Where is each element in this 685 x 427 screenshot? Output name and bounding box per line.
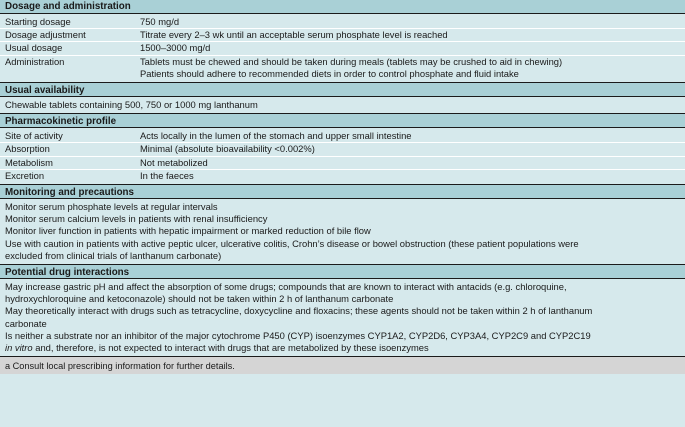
monitoring-line: Monitor serum calcium levels in patients with renal insufficiency bbox=[5, 213, 268, 225]
row-value: In the faeces bbox=[140, 169, 194, 181]
section-header-pharmacokinetic: Pharmacokinetic profile bbox=[0, 113, 685, 128]
interaction-line: hydroxychloroquine and ketoconazole) should not be taken within 2 h of lanthanum carbonate bbox=[5, 293, 394, 305]
row-label: Site of activity bbox=[5, 130, 63, 142]
interaction-line: May increase gastric pH and affect the absorption of some drugs; compounds that are known to interact with antacids (e.g. chloroquine, bbox=[5, 281, 567, 293]
monitoring-line: Monitor liver function in patients with hepatic impairment or marked reduction of bile flow bbox=[5, 225, 371, 237]
table-row bbox=[0, 157, 685, 170]
interaction-line: carbonate bbox=[5, 317, 47, 329]
table-row bbox=[0, 42, 685, 55]
row-label: Excretion bbox=[5, 169, 45, 181]
interaction-line bbox=[0, 342, 685, 354]
row-value: Minimal (absolute bioavailability <0.002%) bbox=[140, 143, 315, 155]
monitoring-line: Use with caution in patients with active peptic ulcer, ulcerative colitis, Crohn’s disease or bowel obstruction (these patient populations were bbox=[5, 237, 579, 249]
table-row bbox=[0, 130, 685, 143]
section-body-availability bbox=[0, 97, 685, 113]
monitoring-line: Monitor serum phosphate levels at regular intervals bbox=[5, 201, 218, 213]
section-header-availability: Usual availability bbox=[0, 82, 685, 97]
section-header-monitoring: Monitoring and precautions bbox=[0, 184, 685, 199]
interaction-line: May theoretically interact with drugs such as tetracycline, doxycycline and floxacins; these agents should not be taken within 2 h of lanthanum bbox=[5, 305, 593, 317]
section-body-dosage bbox=[0, 14, 685, 82]
row-value: Titrate every 2–3 wk until an acceptable serum phosphate level is reached bbox=[140, 29, 448, 41]
row-value-line: Patients should adhere to recommended diets in order to control phosphate and fluid intake bbox=[140, 67, 519, 79]
row-value: Not metabolized bbox=[140, 156, 208, 168]
section-body-pharmacokinetic bbox=[0, 128, 685, 184]
row-value: Acts locally in the lumen of the stomach and upper small intestine bbox=[140, 130, 412, 142]
row-value: 1500–3000 mg/d bbox=[140, 42, 211, 54]
row-label: Metabolism bbox=[5, 156, 53, 168]
row-label: Absorption bbox=[5, 143, 50, 155]
row-value bbox=[140, 56, 680, 80]
row-value-line: Tablets must be chewed and should be taken during meals (tablets may be crushed to aid in chewing) bbox=[140, 55, 563, 67]
row-value: 750 mg/d bbox=[140, 16, 180, 27]
row-label: Starting dosage bbox=[5, 16, 71, 27]
table-row bbox=[0, 56, 685, 80]
section-header-interactions: Potential drug interactions bbox=[0, 264, 685, 279]
interaction-line: Is neither a substrate nor an inhibitor of the major cytochrome P450 (CYP) isoenzymes CYP1A2, CYP2D6, CYP3A4, CYP2C9 and CYP2C19 bbox=[5, 329, 591, 341]
italic-term: in vitro bbox=[5, 342, 33, 354]
interaction-line-rest: and, therefore, is not expected to interact with drugs that are metabolized by these isoenzymes bbox=[32, 342, 429, 354]
table-row bbox=[0, 143, 685, 156]
table-row bbox=[0, 16, 685, 29]
section-body-interactions bbox=[0, 279, 685, 356]
section-body-monitoring bbox=[0, 199, 685, 264]
monitoring-line: excluded from clinical trials of lanthanum carbonate) bbox=[5, 249, 222, 261]
row-label: Usual dosage bbox=[5, 42, 63, 54]
footnote: a Consult local prescribing information for further details. bbox=[0, 356, 685, 374]
section-header-dosage: Dosage and administration bbox=[0, 0, 685, 14]
table-row bbox=[0, 170, 685, 182]
table-row bbox=[0, 29, 685, 42]
row-label: Administration bbox=[5, 55, 65, 67]
availability-text: Chewable tablets containing 500, 750 or 1000 mg lanthanum bbox=[5, 99, 258, 111]
row-label: Dosage adjustment bbox=[5, 29, 86, 41]
